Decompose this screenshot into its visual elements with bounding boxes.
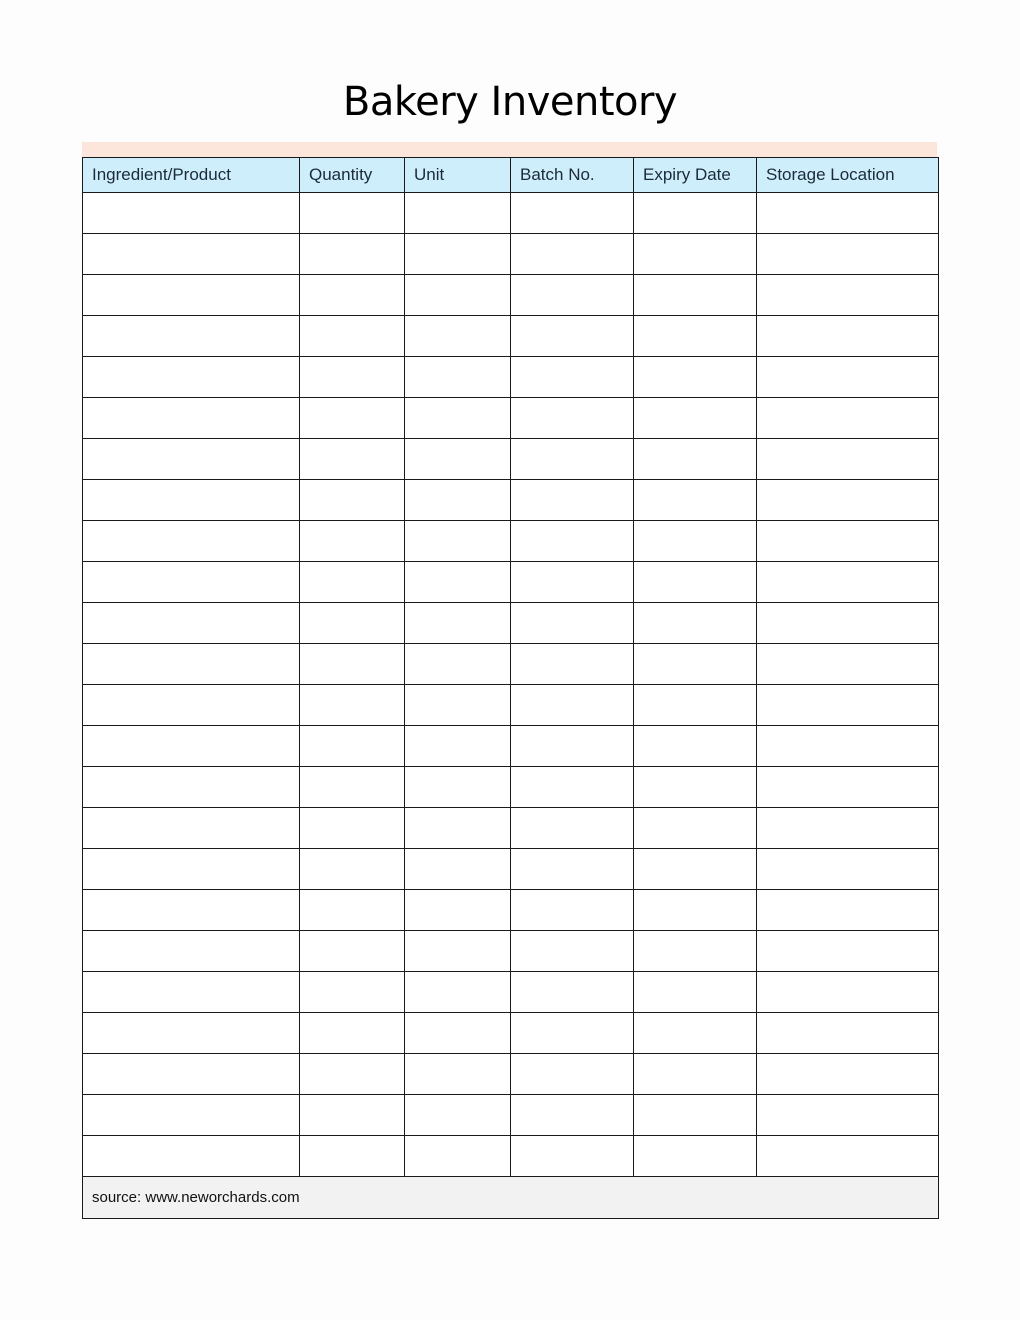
cell-storage-location[interactable] (757, 890, 939, 931)
cell-ingredient-product[interactable] (83, 439, 300, 480)
cell-unit[interactable] (405, 644, 511, 685)
table-row (83, 972, 939, 1013)
cell-unit[interactable] (405, 767, 511, 808)
cell-storage-location[interactable] (757, 685, 939, 726)
table-row (83, 644, 939, 685)
table-row (83, 603, 939, 644)
table-row (83, 275, 939, 316)
cell-unit[interactable] (405, 316, 511, 357)
cell-quantity[interactable] (300, 275, 405, 316)
cell-ingredient-product[interactable] (83, 603, 300, 644)
table-row (83, 562, 939, 603)
inventory-table (82, 157, 939, 1219)
cell-ingredient-product[interactable] (83, 234, 300, 275)
cell-quantity[interactable] (300, 808, 405, 849)
cell-quantity[interactable] (300, 357, 405, 398)
cell-batch-no[interactable] (511, 603, 634, 644)
table-row (83, 1054, 939, 1095)
table-row (83, 808, 939, 849)
cell-storage-location[interactable] (757, 644, 939, 685)
cell-batch-no[interactable] (511, 685, 634, 726)
table-row (83, 316, 939, 357)
cell-batch-no[interactable] (511, 1095, 634, 1136)
table-footer (83, 1177, 939, 1219)
cell-quantity[interactable] (300, 890, 405, 931)
cell-ingredient-product[interactable] (83, 972, 300, 1013)
cell-ingredient-product[interactable] (83, 849, 300, 890)
cell-ingredient-product[interactable] (83, 521, 300, 562)
cell-ingredient-product[interactable] (83, 480, 300, 521)
cell-quantity[interactable] (300, 644, 405, 685)
cell-unit[interactable] (405, 193, 511, 234)
footer-row (83, 1177, 939, 1219)
cell-expiry-date[interactable] (634, 890, 757, 931)
cell-storage-location[interactable] (757, 316, 939, 357)
cell-quantity[interactable] (300, 685, 405, 726)
cell-expiry-date[interactable] (634, 603, 757, 644)
cell-quantity[interactable] (300, 1054, 405, 1095)
cell-batch-no[interactable] (511, 849, 634, 890)
cell-expiry-date[interactable] (634, 275, 757, 316)
table-body (83, 193, 939, 1177)
cell-unit[interactable] (405, 357, 511, 398)
cell-storage-location[interactable] (757, 562, 939, 603)
accent-strip (82, 142, 937, 157)
cell-quantity[interactable] (300, 603, 405, 644)
cell-expiry-date[interactable] (634, 521, 757, 562)
cell-storage-location[interactable] (757, 1136, 939, 1177)
cell-unit[interactable] (405, 234, 511, 275)
cell-unit[interactable] (405, 480, 511, 521)
column-header-ingredient-product: Ingredient/Product (83, 158, 300, 193)
cell-expiry-date[interactable] (634, 849, 757, 890)
cell-expiry-date[interactable] (634, 931, 757, 972)
table-row (83, 767, 939, 808)
cell-storage-location[interactable] (757, 808, 939, 849)
cell-expiry-date[interactable] (634, 1013, 757, 1054)
cell-unit[interactable] (405, 439, 511, 480)
cell-batch-no[interactable] (511, 726, 634, 767)
cell-storage-location[interactable] (757, 1054, 939, 1095)
cell-unit[interactable] (405, 603, 511, 644)
cell-batch-no[interactable] (511, 439, 634, 480)
cell-unit[interactable] (405, 1136, 511, 1177)
page-title: Bakery Inventory (342, 79, 678, 125)
cell-unit[interactable] (405, 275, 511, 316)
cell-unit[interactable] (405, 521, 511, 562)
cell-storage-location[interactable] (757, 439, 939, 480)
table-row (83, 1095, 939, 1136)
cell-expiry-date[interactable] (634, 316, 757, 357)
cell-expiry-date[interactable] (634, 685, 757, 726)
cell-quantity[interactable] (300, 931, 405, 972)
cell-quantity[interactable] (300, 849, 405, 890)
cell-unit[interactable] (405, 972, 511, 1013)
column-header-quantity: Quantity (300, 158, 405, 193)
cell-storage-location[interactable] (757, 1095, 939, 1136)
cell-quantity[interactable] (300, 234, 405, 275)
cell-quantity[interactable] (300, 316, 405, 357)
cell-unit[interactable] (405, 562, 511, 603)
cell-quantity[interactable] (300, 398, 405, 439)
cell-unit[interactable] (405, 931, 511, 972)
table-row (83, 849, 939, 890)
cell-ingredient-product[interactable] (83, 275, 300, 316)
cell-ingredient-product[interactable] (83, 808, 300, 849)
cell-unit[interactable] (405, 890, 511, 931)
cell-storage-location[interactable] (757, 193, 939, 234)
cell-expiry-date[interactable] (634, 1095, 757, 1136)
cell-expiry-date[interactable] (634, 808, 757, 849)
cell-expiry-date[interactable] (634, 398, 757, 439)
cell-unit[interactable] (405, 726, 511, 767)
cell-quantity[interactable] (300, 972, 405, 1013)
table-row (83, 1136, 939, 1177)
cell-expiry-date[interactable] (634, 1054, 757, 1095)
cell-expiry-date[interactable] (634, 767, 757, 808)
table-row (83, 480, 939, 521)
cell-storage-location[interactable] (757, 480, 939, 521)
cell-ingredient-product[interactable] (83, 357, 300, 398)
cell-storage-location[interactable] (757, 767, 939, 808)
cell-storage-location[interactable] (757, 1013, 939, 1054)
cell-quantity[interactable] (300, 1013, 405, 1054)
cell-ingredient-product[interactable] (83, 931, 300, 972)
cell-quantity[interactable] (300, 726, 405, 767)
cell-storage-location[interactable] (757, 357, 939, 398)
header-row (83, 158, 939, 193)
cell-ingredient-product[interactable] (83, 685, 300, 726)
cell-batch-no[interactable] (511, 480, 634, 521)
cell-ingredient-product[interactable] (83, 767, 300, 808)
cell-batch-no[interactable] (511, 767, 634, 808)
column-header-batch-no: Batch No. (511, 158, 634, 193)
cell-storage-location[interactable] (757, 972, 939, 1013)
cell-quantity[interactable] (300, 193, 405, 234)
cell-ingredient-product[interactable] (83, 398, 300, 439)
table-row (83, 398, 939, 439)
cell-ingredient-product[interactable] (83, 644, 300, 685)
cell-ingredient-product[interactable] (83, 1054, 300, 1095)
column-header-unit: Unit (405, 158, 511, 193)
cell-ingredient-product[interactable] (83, 726, 300, 767)
cell-batch-no[interactable] (511, 275, 634, 316)
cell-unit[interactable] (405, 808, 511, 849)
cell-storage-location[interactable] (757, 931, 939, 972)
cell-storage-location[interactable] (757, 234, 939, 275)
cell-batch-no[interactable] (511, 890, 634, 931)
cell-unit[interactable] (405, 1095, 511, 1136)
cell-ingredient-product[interactable] (83, 316, 300, 357)
table-row (83, 234, 939, 275)
cell-expiry-date[interactable] (634, 193, 757, 234)
cell-ingredient-product[interactable] (83, 1013, 300, 1054)
table-row (83, 1013, 939, 1054)
cell-batch-no[interactable] (511, 644, 634, 685)
source-note: source: www.neworchards.com (83, 1177, 939, 1219)
cell-expiry-date[interactable] (634, 726, 757, 767)
cell-batch-no[interactable] (511, 1013, 634, 1054)
cell-batch-no[interactable] (511, 931, 634, 972)
cell-storage-location[interactable] (757, 849, 939, 890)
table-row (83, 890, 939, 931)
cell-batch-no[interactable] (511, 398, 634, 439)
cell-batch-no[interactable] (511, 316, 634, 357)
cell-unit[interactable] (405, 849, 511, 890)
cell-quantity[interactable] (300, 767, 405, 808)
table-header (83, 158, 939, 193)
cell-batch-no[interactable] (511, 357, 634, 398)
cell-storage-location[interactable] (757, 275, 939, 316)
cell-batch-no[interactable] (511, 193, 634, 234)
cell-expiry-date[interactable] (634, 480, 757, 521)
table-row (83, 685, 939, 726)
table-row (83, 193, 939, 234)
cell-quantity[interactable] (300, 1136, 405, 1177)
cell-ingredient-product[interactable] (83, 562, 300, 603)
cell-batch-no[interactable] (511, 972, 634, 1013)
column-header-storage-location: Storage Location (757, 158, 939, 193)
cell-quantity[interactable] (300, 562, 405, 603)
cell-unit[interactable] (405, 398, 511, 439)
cell-ingredient-product[interactable] (83, 1136, 300, 1177)
cell-ingredient-product[interactable] (83, 890, 300, 931)
cell-batch-no[interactable] (511, 1136, 634, 1177)
cell-quantity[interactable] (300, 521, 405, 562)
cell-ingredient-product[interactable] (83, 1095, 300, 1136)
table-row (83, 357, 939, 398)
cell-expiry-date[interactable] (634, 234, 757, 275)
cell-batch-no[interactable] (511, 562, 634, 603)
cell-batch-no[interactable] (511, 521, 634, 562)
cell-expiry-date[interactable] (634, 562, 757, 603)
cell-storage-location[interactable] (757, 521, 939, 562)
cell-expiry-date[interactable] (634, 357, 757, 398)
cell-quantity[interactable] (300, 439, 405, 480)
cell-ingredient-product[interactable] (83, 193, 300, 234)
cell-storage-location[interactable] (757, 603, 939, 644)
table-row (83, 726, 939, 767)
cell-quantity[interactable] (300, 480, 405, 521)
cell-storage-location[interactable] (757, 726, 939, 767)
table-row (83, 931, 939, 972)
cell-storage-location[interactable] (757, 398, 939, 439)
cell-unit[interactable] (405, 685, 511, 726)
table-row (83, 439, 939, 480)
column-header-expiry-date: Expiry Date (634, 158, 757, 193)
cell-expiry-date[interactable] (634, 972, 757, 1013)
cell-unit[interactable] (405, 1054, 511, 1095)
cell-batch-no[interactable] (511, 1054, 634, 1095)
cell-batch-no[interactable] (511, 234, 634, 275)
cell-unit[interactable] (405, 1013, 511, 1054)
cell-expiry-date[interactable] (634, 1136, 757, 1177)
cell-expiry-date[interactable] (634, 644, 757, 685)
cell-expiry-date[interactable] (634, 439, 757, 480)
table-row (83, 521, 939, 562)
cell-quantity[interactable] (300, 1095, 405, 1136)
cell-batch-no[interactable] (511, 808, 634, 849)
